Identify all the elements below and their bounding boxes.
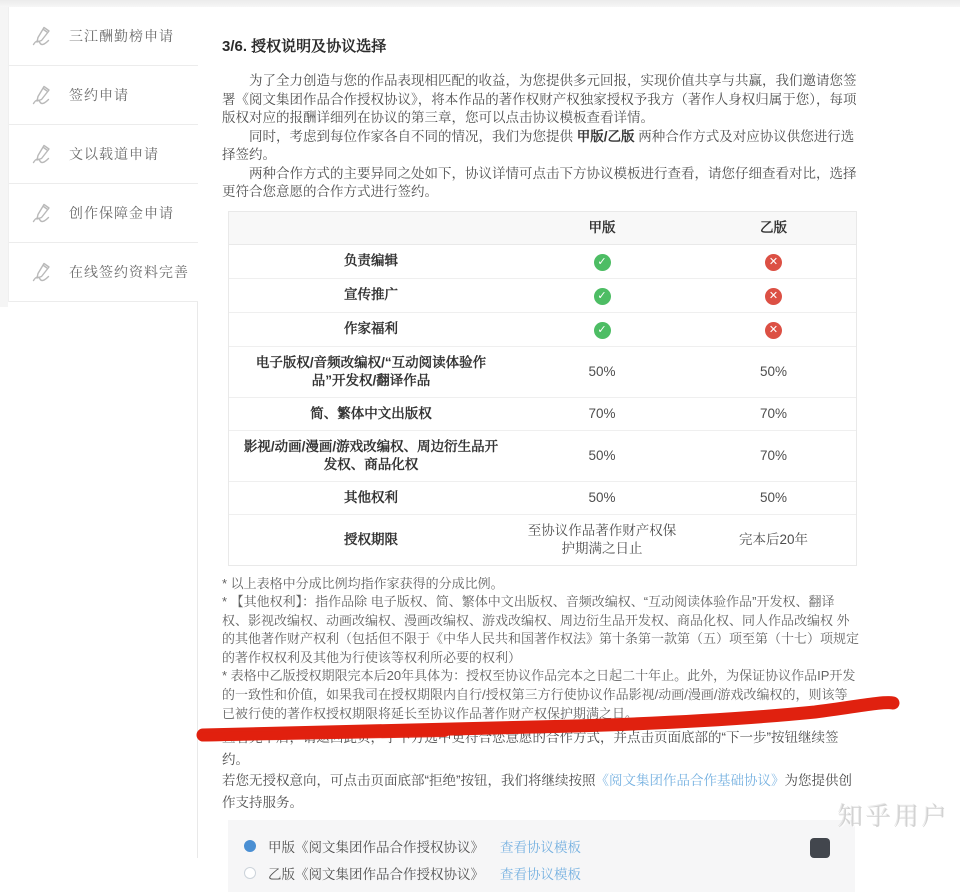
table-row [229, 279, 856, 313]
row-label: 负责编辑 [344, 253, 398, 268]
view-template-link-b[interactable]: 查看协议模板 [500, 866, 581, 882]
radio-version-b[interactable] [244, 867, 256, 879]
check-icon [594, 288, 611, 305]
main-content [198, 7, 960, 882]
option-version-a[interactable] [244, 832, 855, 859]
cell-version-a: 50% [588, 489, 616, 505]
sidebar-item-online-signing-info[interactable] [9, 243, 198, 302]
cross-icon [765, 254, 782, 271]
header-empty-cell [229, 221, 513, 235]
row-label: 简、繁体中文出版权 [310, 405, 432, 421]
cell-version-a: 至协议作品著作财产权保护期满之日止 [527, 522, 677, 556]
table-row [229, 398, 856, 431]
intro-paragraphs [222, 72, 860, 202]
sidebar-item-label: 签约申请 [69, 87, 129, 103]
row-label: 电子版权/音频改编权/“互动阅读体验作品”开发权/翻译作品 [255, 354, 487, 388]
sidebar-item-signing-apply[interactable] [9, 66, 198, 125]
cell-version-a: 50% [588, 363, 616, 379]
table-row [229, 482, 856, 515]
table-row [229, 515, 856, 565]
closing-paragraphs [222, 727, 860, 813]
table-row [229, 313, 856, 347]
cross-icon [765, 288, 782, 305]
signature-pen-icon [29, 141, 55, 167]
version-comparison-table [228, 211, 857, 566]
check-icon [594, 254, 611, 271]
left-gutter [0, 7, 8, 307]
cell-version-b: 完本后20年 [738, 531, 809, 547]
sidebar-item-wenyizaidao[interactable] [9, 125, 198, 184]
option-label: 乙版《阅文集团作品合作授权协议》 [268, 866, 484, 882]
closing-line-1: 查看完毕后，请返回此页，于下方选中更符合您意愿的合作方式，并点击页面底部的“下一步”按钮继续签约。 [222, 730, 839, 767]
intro-paragraph-2: 同时，考虑到每位作家各自不同的情况，我们为您提供 甲版/乙版 两种合作方式及对应协议供您进行选择签约。 [222, 128, 855, 162]
row-label: 其他权利 [344, 489, 398, 505]
cell-version-b: 50% [759, 363, 788, 379]
option-version-b[interactable] [244, 859, 855, 886]
sidebar-item-label: 三江酬勤榜申请 [69, 28, 174, 44]
page-title: 3/6. 授权说明及协议选择 [222, 38, 387, 55]
header-version-a: 甲版 [588, 219, 616, 235]
agreement-options-panel [228, 820, 855, 892]
view-template-link-a[interactable]: 查看协议模板 [500, 839, 581, 855]
table-row [229, 245, 856, 279]
row-label: 作家福利 [344, 321, 398, 336]
row-label: 授权期限 [344, 531, 398, 547]
footnote-3: * 表格中乙版授权期限完本后20年具体为：授权至协议作品完本之日起二十年止。此外，为保证协议作品IP开发的一致性和价值，如果我司在授权期限内自行/授权第三方行使协议作品影视/动画/漫画/游戏改编权的，则该等已被行使的著作权授权期限将延长至协议作品著作财产权保护期满之日。 [222, 668, 856, 721]
check-icon [594, 322, 611, 339]
zhihu-watermark: 知乎用户 [837, 803, 950, 831]
cell-version-b: 50% [759, 489, 788, 505]
cell-version-b: 70% [759, 447, 788, 463]
signature-pen-icon [29, 200, 55, 226]
sidebar-item-label: 文以载道申请 [69, 146, 159, 162]
table-row [229, 431, 856, 482]
cell-version-a: 50% [588, 447, 616, 463]
sidebar-item-label: 创作保障金申请 [69, 205, 174, 221]
cross-icon [765, 322, 782, 339]
row-label: 宣传推广 [344, 287, 398, 302]
radio-version-a[interactable] [244, 840, 256, 852]
header-version-b: 乙版 [760, 219, 787, 235]
signature-pen-icon [29, 23, 55, 49]
cell-version-a: 70% [588, 405, 616, 421]
watermark-avatar [810, 838, 830, 858]
signature-pen-icon [29, 82, 55, 108]
footnote-2: * 【其他权利】：指作品除 电子版权、简、繁体中文出版权、音频改编权、“互动阅读体验作品”开发权、翻译权、影视改编权、动画改编权、漫画改编权、游戏改编权、周边衍生品开发权、商品化权、同人作品改编权 外的其他著作财产权利（包括但不限于《中华人民共和国著作权法》第十条第一款第（五）项至第（十七）项规定的著作权权利及其他为行使该等权利所必要的权利） [222, 594, 860, 665]
row-label: 影视/动画/漫画/游戏改编权、周边衍生品开发权、商品化权 [243, 438, 499, 472]
intro-paragraph-3: 两种合作方式的主要异同之处如下，协议详情可点击下方协议模板进行查看，请您仔细查看对比，选择更符合您意愿的合作方式进行签约。 [222, 165, 857, 199]
table-header-row [229, 212, 856, 245]
sidebar-item-creation-guarantee[interactable] [9, 184, 198, 243]
option-label: 甲版《阅文集团作品合作授权协议》 [268, 839, 484, 855]
sidebar-item-label: 在线签约资料完善 [69, 264, 189, 280]
signature-pen-icon [29, 259, 55, 285]
cell-version-b: 70% [759, 405, 788, 421]
basic-agreement-link[interactable]: 《阅文集团作品合作基础协议》 [595, 773, 785, 789]
closing-line-2: 若您无授权意向，可点击页面底部“拒绝”按钮，我们将继续按照《阅文集团作品合作基础协议》为您提供创作支持服务。 [222, 773, 852, 810]
version-names-bold: 甲版/乙版 [576, 128, 635, 144]
footnote-1: * 以上表格中分成比例均指作家获得的分成比例。 [222, 575, 504, 591]
sidebar [8, 7, 198, 302]
footnotes [222, 575, 860, 724]
intro-paragraph-1: 为了全力创造与您的作品表现相匹配的收益，为您提供多元回报，实现价值共享与共赢，我们邀请您签署《阅文集团作品合作授权协议》，将本作品的著作权财产权独家授权予我方（著作人身权归属于您），每项版权对应的报酬详细列在协议的第三章，您可以点击协议模板查看详情。 [222, 73, 857, 125]
table-row [229, 347, 856, 398]
sidebar-item-sanjiang-reward[interactable] [9, 7, 198, 66]
